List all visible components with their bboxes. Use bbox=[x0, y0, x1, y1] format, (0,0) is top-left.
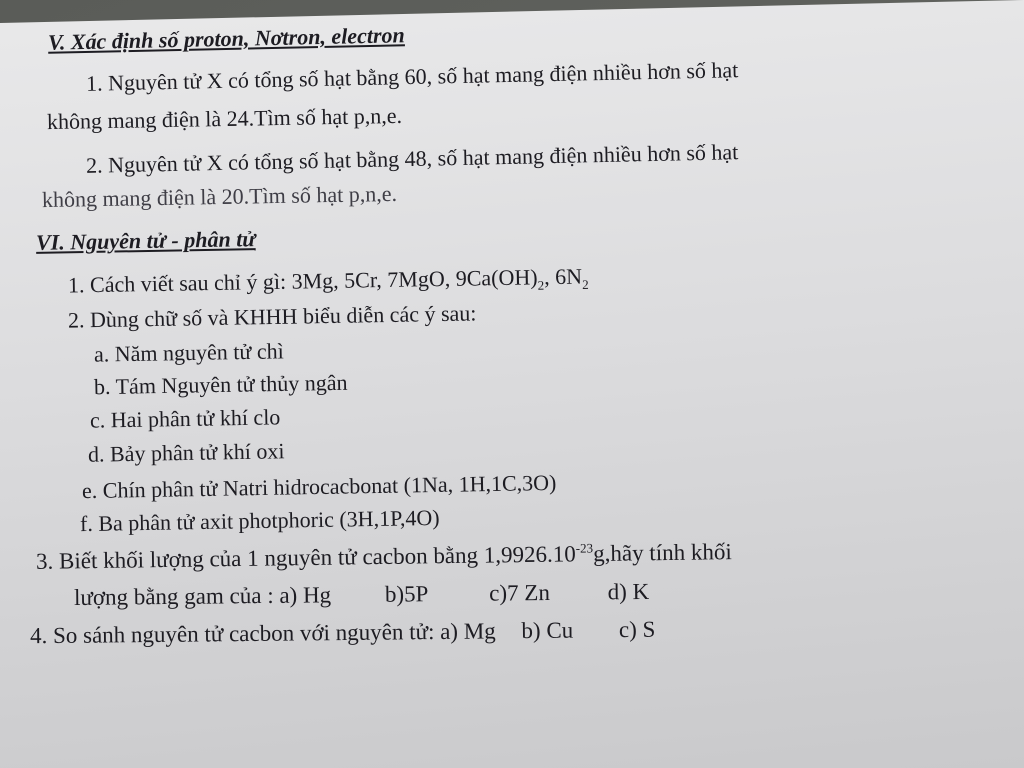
q3-line2-text: lượng bằng gam của : a) Hg bbox=[73, 582, 332, 611]
item-letter: e. bbox=[81, 477, 98, 504]
list-item-c bbox=[90, 404, 281, 433]
q3-text: Biết khối lượng của 1 nguyên tử cacbon bằng 1,9926.10 bbox=[58, 541, 576, 574]
item-letter: c. bbox=[89, 407, 106, 433]
list-item-b bbox=[94, 370, 348, 400]
item-letter: a. bbox=[93, 341, 110, 367]
item-letter: b. bbox=[93, 373, 111, 400]
q2-number: 2. bbox=[67, 307, 85, 333]
item-text: Hai phân tử khí clo bbox=[110, 404, 281, 433]
section-6-title: VI. Nguyên tử - phân tử bbox=[35, 226, 256, 255]
q4-text: So sánh nguyên tử cacbon với nguyên tử: a) Mg bbox=[52, 618, 496, 649]
q1-subscript-2: 2 bbox=[581, 276, 589, 292]
item-letter: d. bbox=[87, 441, 105, 467]
section-5-title: V. Xác định số proton, Nơtron, electron bbox=[47, 22, 405, 55]
list-item-d bbox=[88, 438, 285, 467]
q2-text: Dùng chữ số và KHHH biểu diễn các ý sau: bbox=[89, 300, 477, 333]
q1-number: 1. bbox=[67, 272, 85, 298]
q3-tail: g,hãy tính khối bbox=[592, 539, 732, 567]
item-text: Chín phân tử Natri hidrocacbonat (1Na, 1H,1C,3O) bbox=[102, 469, 557, 503]
section-5-q1-line2: không mang điện là 24.Tìm số hạt p,n,e. bbox=[46, 102, 403, 135]
q1-text: Cách viết sau chỉ ý gì: 3Mg, 5Cr, 7MgO, 9Ca(OH) bbox=[89, 264, 538, 298]
section-5-q2-line1: 2. Nguyên tử X có tổng số hạt bằng 48, số hạt mang điện nhiều hơn số hạt bbox=[85, 139, 739, 178]
q4-option-c: c) S bbox=[618, 616, 656, 643]
q3-option-d: d) K bbox=[607, 578, 650, 605]
q3-number: 3. bbox=[35, 548, 54, 574]
q4-number: 4. bbox=[29, 623, 48, 649]
q3-exponent: -23 bbox=[575, 540, 594, 556]
q1-subscript-1: 2 bbox=[537, 277, 545, 293]
section-5-q2-line2: không mang điện là 20.Tìm số hạt p,n,e. bbox=[41, 180, 398, 213]
section-5-q1-line1: 1. Nguyên tử X có tổng số hạt bằng 60, số hạt mang điện nhiều hơn số hạt bbox=[85, 57, 739, 96]
item-text: Năm nguyên tử chì bbox=[114, 338, 284, 367]
list-item-a bbox=[94, 338, 284, 367]
q1-mid: , 6N bbox=[543, 263, 583, 290]
q4-option-b: b) Cu bbox=[521, 617, 574, 644]
item-letter: f. bbox=[79, 510, 94, 537]
item-text: Ba phân tử axit photphoric (3H,1P,4O) bbox=[98, 504, 440, 536]
q3-option-b: b)5P bbox=[384, 581, 428, 607]
q3-option-c: c)7 Zn bbox=[489, 580, 551, 606]
item-text: Bảy phân tử khí oxi bbox=[109, 438, 285, 467]
item-text: Tám Nguyên tử thủy ngân bbox=[115, 369, 348, 399]
